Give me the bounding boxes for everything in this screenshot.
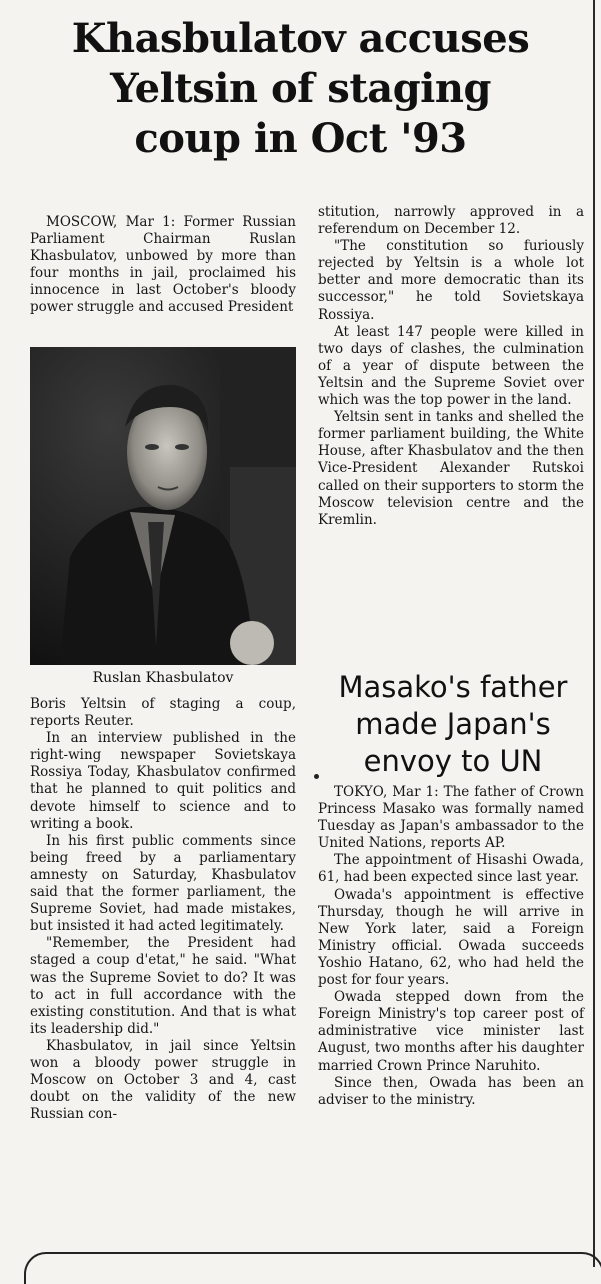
paragraph: In an interview published in the right-wing newspaper Sovietskaya Rossiya Today, Khasbulatov confirmed that he planned to quit politics and devote himself to science and to writing a book. (30, 730, 296, 832)
paragraph: "The constitution so furiously rejected by Yeltsin is a whole lot better and more democratic than its successor," he told Sovietskaya Rossiya. (318, 238, 584, 323)
portrait-image (30, 347, 296, 665)
portrait-photo (30, 347, 296, 665)
headline-line: Masako's father (338, 670, 568, 704)
second-article-body (318, 784, 584, 1109)
article-column-1-top (30, 214, 296, 317)
article-column-2-top (318, 204, 584, 529)
headline-line: made Japan's (355, 707, 551, 741)
second-article-headline (312, 669, 594, 780)
paragraph: MOSCOW, Mar 1: Former Russian Parliament Chairman Ruslan Khasbulatov, unbowed by more than four months in jail, proclaimed his innocence in last October's bloody power struggle and accused President (30, 214, 296, 316)
paragraph: Boris Yeltsin of staging a coup, reports Reuter. (30, 696, 296, 730)
photo-caption: Ruslan Khasbulatov (92, 670, 234, 686)
article-column-1-bottom (30, 696, 296, 1123)
paragraph: Owada stepped down from the Foreign Ministry's top career post of administrative vice minister last August, two months after his daughter married Crown Prince Naruhito. (318, 989, 584, 1074)
paragraph: The appointment of Hisashi Owada, 61, had been expected since last year. (318, 852, 584, 886)
paragraph: Yeltsin sent in tanks and shelled the former parliament building, the White House, after Khasbulatov and the then Vice-President Alexander Rutskoi called on their supporters to storm the Moscow television centre and the Kremlin. (318, 409, 585, 528)
headline-line: Yeltsin of staging (110, 65, 491, 112)
paragraph: In his first public comments since being freed by a parliamentary amnesty on Saturday, Khasbulatov said that the former parliament, the Supreme Soviet, had made mistakes, but insisted it had acted legitimately. (30, 832, 296, 935)
paragraph: At least 147 people were killed in two days of clashes, the culmination of a year of dispute between the Yeltsin and the Supreme Soviet over which was the top power in the land. (318, 323, 584, 409)
paragraph: Khasbulatov, in jail since Yeltsin won a bloody power struggle in Moscow on October 3 and 4, cast doubt on the validity of the new Russian con- (30, 1037, 296, 1123)
headline-line: coup in Oct '93 (134, 115, 467, 162)
headline-line: envoy to UN (363, 744, 543, 778)
next-article-frame (24, 1252, 601, 1284)
paragraph: "Remember, the President had staged a coup d'etat," he said. "What was the Supreme Soviet to do? It was to act in full accordance with the existing constitution. And that is what its leadership did." (30, 935, 296, 1037)
bullet-dot (314, 774, 319, 779)
paragraph: stitution, narrowly approved in a referendum on December 12. (318, 204, 584, 238)
headline-line: Khasbulatov accuses (71, 15, 530, 62)
paragraph: TOKYO, Mar 1: The father of Crown Princess Masako was formally named Tuesday as Japan's ambassador to the United Nations, reports AP. (318, 784, 584, 852)
column-rule (593, 0, 595, 1267)
article-headline (0, 14, 601, 164)
paragraph: Owada's appointment is effective Thursday, though he will arrive in New York later, said a Foreign Ministry official. Owada succeeds Yoshio Hatano, 62, who had held the post for four years. (318, 886, 584, 989)
paragraph: Since then, Owada has been an adviser to the ministry. (318, 1074, 584, 1108)
